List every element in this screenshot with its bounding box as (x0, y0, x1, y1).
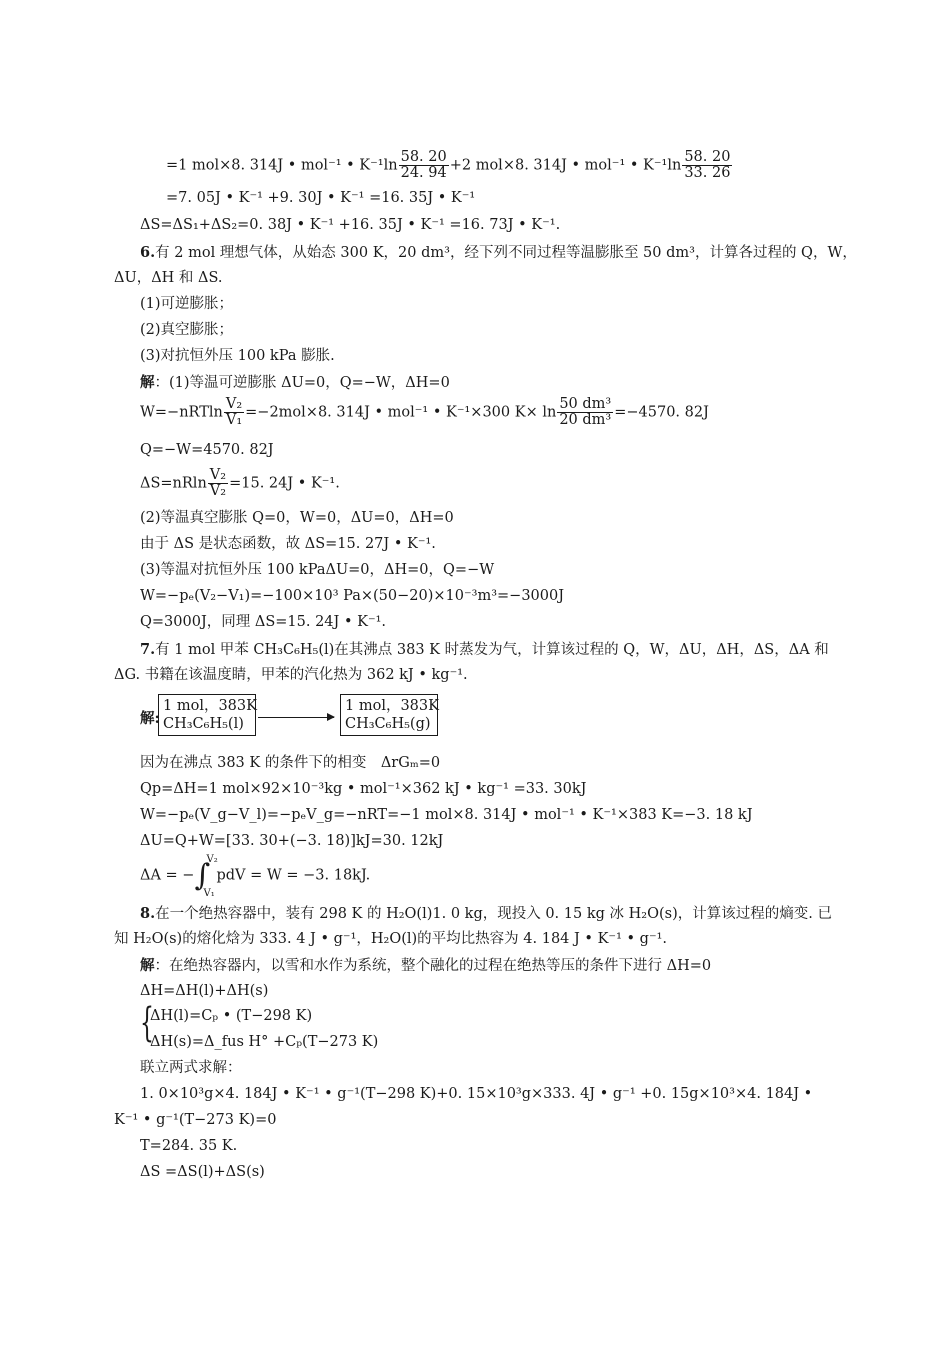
q6-part-1: (1)可逆膨胀； (140, 296, 234, 312)
solution-6-2: (2)等温真空膨胀 Q=0，W=0，ΔU=0，ΔH=0 (140, 510, 454, 526)
eq-line-2: =7. 05J • K⁻¹ +9. 30J • K⁻¹ =16. 35J • K⁻¹ (166, 190, 476, 206)
solution-8-7: K⁻¹ • g⁻¹(T−273 K)=0 (114, 1112, 277, 1128)
question-7: 7.有 1 mol 甲苯 CH₃C₆H₅(l)在其沸点 383 K 时蒸发为气，计算该过程的 Q，W，ΔU，ΔH，ΔS，ΔA 和 (140, 641, 829, 658)
question-6: 6.有 2 mol 理想气体，从始态 300 K，20 dm³，经下列不同过程等温膨胀至 50 dm³，计算各过程的 Q，W， (140, 244, 857, 261)
q6-part-3: (3)对抗恒外压 100 kPa 膨胀. (140, 348, 335, 364)
brace-symbol: { (140, 1000, 154, 1046)
solution-8-6: 1. 0×10³g×4. 184J • K⁻¹ • g⁻¹(T−298 K)+0. 15×10³g×333. 4J • g⁻¹ +0. 15g×10³×4. 184J • (140, 1086, 813, 1102)
solution-6-3: (3)等温对抗恒外压 100 kPaΔU=0，ΔH=0，Q=−W (140, 562, 495, 578)
solution-7-3: W=−pₑ(V_g−V_l)=−pₑV_g=−nRT=−1 mol×8. 314J • mol⁻¹ • K⁻¹×383 K=−3. 18 kJ (140, 807, 753, 823)
solution-8-4: ΔH(s)=Δ_fus H° +Cₚ(T−273 K) (150, 1034, 379, 1050)
fraction: $\frac{\text{V₂}}{\text{V₂}}$ (209, 467, 227, 500)
solution-8-9: ΔS =ΔS(l)+ΔS(s) (140, 1164, 265, 1180)
eq-work-1: W=−nRTln $\frac{\text{V₂}}{\text{V₁}}$ =−2mol×8. 314J • mol⁻¹ • K⁻¹×300 K× ln $\frac{\text{50 dm³}}{\text{20 dm³}}$ =−4570. 82J (140, 396, 709, 429)
solution-6-3b: W=−pₑ(V₂−V₁)=−100×10³ Pa×(50−20)×10⁻³m³=−3000J (140, 588, 565, 604)
solution-8-8: T=284. 35 K. (140, 1138, 238, 1154)
solution-6-start: 解：(1)等温可逆膨胀 ΔU=0，Q=−W，ΔH=0 (140, 374, 450, 391)
fraction: $\frac{58. 20}{24. 94}$ (400, 149, 447, 182)
q6-part-2: (2)真空膨胀； (140, 322, 234, 338)
question-6-cont: ΔU，ΔH 和 ΔS. (114, 270, 223, 286)
solution-7-1: 因为在沸点 383 K 的条件下的相变 ΔrGₘ=0 (140, 755, 441, 771)
eq-line-3: ΔS=ΔS₁+ΔS₂=0. 38J • K⁻¹ +16. 35J • K⁻¹ =16. 73J • K⁻¹. (140, 217, 561, 233)
solution-8-1: 解：在绝热容器内，以雪和水作为系统，整个融化的过程在绝热等压的条件下进行 ΔH=0 (140, 957, 712, 974)
fraction: $\frac{\text{V₂}}{\text{V₁}}$ (225, 396, 243, 429)
integral-sign: ∫ V₂ V₁ (194, 854, 218, 899)
solution-7-2: Qp=ΔH=1 mol×92×10⁻³kg • mol⁻¹×362 kJ • kg⁻¹ =33. 30kJ (140, 781, 587, 797)
eq-ds-1: ΔS=nRln $\frac{\text{V₂}}{\text{V₂}}$ =15. 24J • K⁻¹. (140, 467, 340, 500)
question-7-cont: ΔG. 书籍在该温度睛，甲苯的汽化热为 362 kJ • kg⁻¹. (114, 667, 468, 683)
process-arrow (258, 717, 334, 718)
solution-8-5: 联立两式求解： (140, 1060, 242, 1076)
fraction: $\frac{58. 20}{33. 26}$ (684, 149, 731, 182)
question-8-cont: 知 H₂O(s)的熔化焓为 333. 4 J • g⁻¹，H₂O(l)的平均比热容为 4. 184 J • K⁻¹ • g⁻¹. (114, 931, 668, 947)
eq-part: =1 mol×8. 314J • mol⁻¹ • K⁻¹ln (166, 157, 398, 174)
solution-7-label: 解: (140, 710, 160, 727)
solution-6-3c: Q=3000J，同理 ΔS=15. 24J • K⁻¹. (140, 614, 387, 630)
eq-part: +2 mol×8. 314J • mol⁻¹ • K⁻¹ln (449, 157, 682, 174)
eq-q-1: Q=−W=4570. 82J (140, 442, 274, 458)
solution-8-3: ΔH(l)=Cₚ • (T−298 K) (150, 1008, 313, 1024)
question-8: 8.在一个绝热容器中，装有 298 K 的 H₂O(l)1. 0 kg，现投入 0. 15 kg 冰 H₂O(s)，计算该过程的熵变. 已 (140, 905, 832, 922)
state-box-final: 1 mol，383K CH₃C₆H₅(g) (340, 694, 438, 736)
solution-8-2: ΔH=ΔH(l)+ΔH(s) (140, 983, 269, 999)
eq-line-1 (166, 150, 733, 181)
fraction: $\frac{\text{50 dm³}}{\text{20 dm³}}$ (559, 396, 612, 429)
solution-7-5: ΔA = − ∫ V₂ V₁ pdV = W = −3. 18kJ. (140, 854, 371, 899)
state-box-initial: 1 mol，383K CH₃C₆H₅(l) (158, 694, 256, 736)
solution-6-2b: 由于 ΔS 是状态函数，故 ΔS=15. 27J • K⁻¹. (140, 536, 436, 552)
solution-7-4: ΔU=Q+W=[33. 30+(−3. 18)]kJ=30. 12kJ (140, 833, 444, 849)
